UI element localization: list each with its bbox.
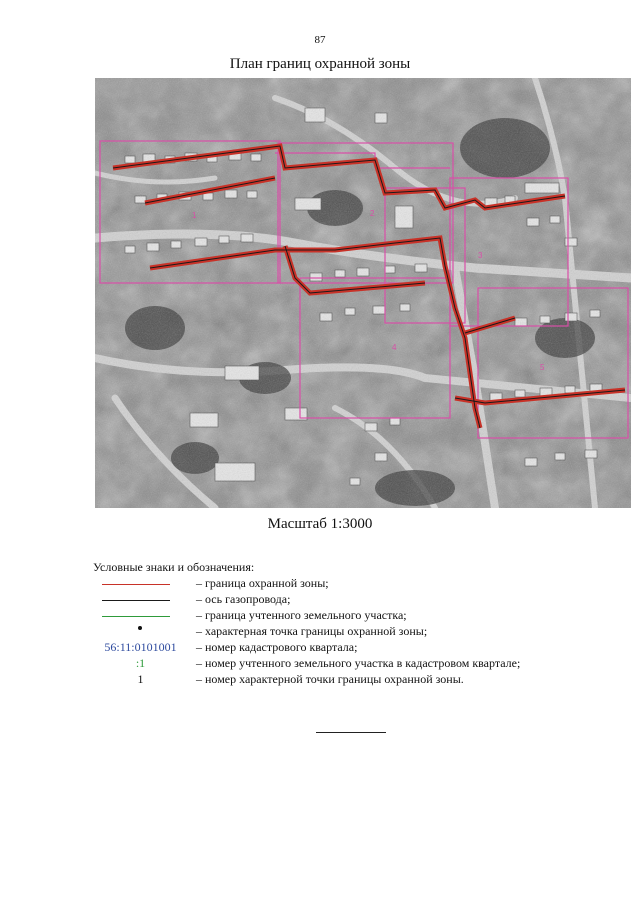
aerial-map[interactable] xyxy=(95,78,631,508)
map-canvas xyxy=(95,78,631,508)
cadastral-quarter-sample: 56:11:0101001 xyxy=(104,640,177,654)
legend-row-zone-border xyxy=(93,576,593,591)
legend-row-parcel-number xyxy=(93,656,593,671)
map-title: План границ охранной зоны xyxy=(229,56,411,72)
legend-label: – номер характерной точки границы охранной зоны. xyxy=(196,672,464,686)
point-number-sample: 1 xyxy=(137,672,144,686)
legend-label: – номер учтенного земельного участка в кадастровом квартале; xyxy=(196,656,521,670)
legend-row-cadastral-quarter xyxy=(93,640,593,655)
parcel-border-swatch xyxy=(102,616,170,617)
legend-row-gas-axis xyxy=(93,592,593,607)
legend-symbol xyxy=(93,576,188,591)
legend-label: – характерная точка границы охранной зоны; xyxy=(196,624,428,638)
legend-symbol xyxy=(93,624,188,639)
legend-label: – граница учтенного земельного участка; xyxy=(196,608,407,622)
legend-label: – граница охранной зоны; xyxy=(196,576,329,590)
legend-row-characteristic-point xyxy=(93,624,593,639)
page-number: 87 xyxy=(314,34,326,46)
legend-symbol xyxy=(93,592,188,607)
point-label: 2 xyxy=(370,209,375,218)
legend-title: Условные знаки и обозначения: xyxy=(93,560,255,574)
gas-axis-swatch xyxy=(102,600,170,601)
point-label: 1 xyxy=(192,211,197,220)
bottom-divider xyxy=(316,732,386,733)
legend-symbol xyxy=(93,656,188,671)
legend-symbol xyxy=(93,640,188,655)
legend-label: – номер кадастрового квартала; xyxy=(196,640,358,654)
zone-border-swatch xyxy=(102,584,170,585)
legend-symbol xyxy=(93,672,188,687)
map-scale: Масштаб 1:3000 xyxy=(267,516,373,532)
point-label: 4 xyxy=(392,343,397,352)
point-dot-icon xyxy=(138,626,142,630)
legend-label: – ось газопровода; xyxy=(196,592,291,606)
legend-symbol xyxy=(93,608,188,623)
point-label: 5 xyxy=(540,363,545,372)
parcel-number-sample: :1 xyxy=(135,656,146,670)
legend-row-point-number xyxy=(93,672,593,687)
legend-row-parcel-border xyxy=(93,608,593,623)
point-label: 3 xyxy=(478,251,483,260)
